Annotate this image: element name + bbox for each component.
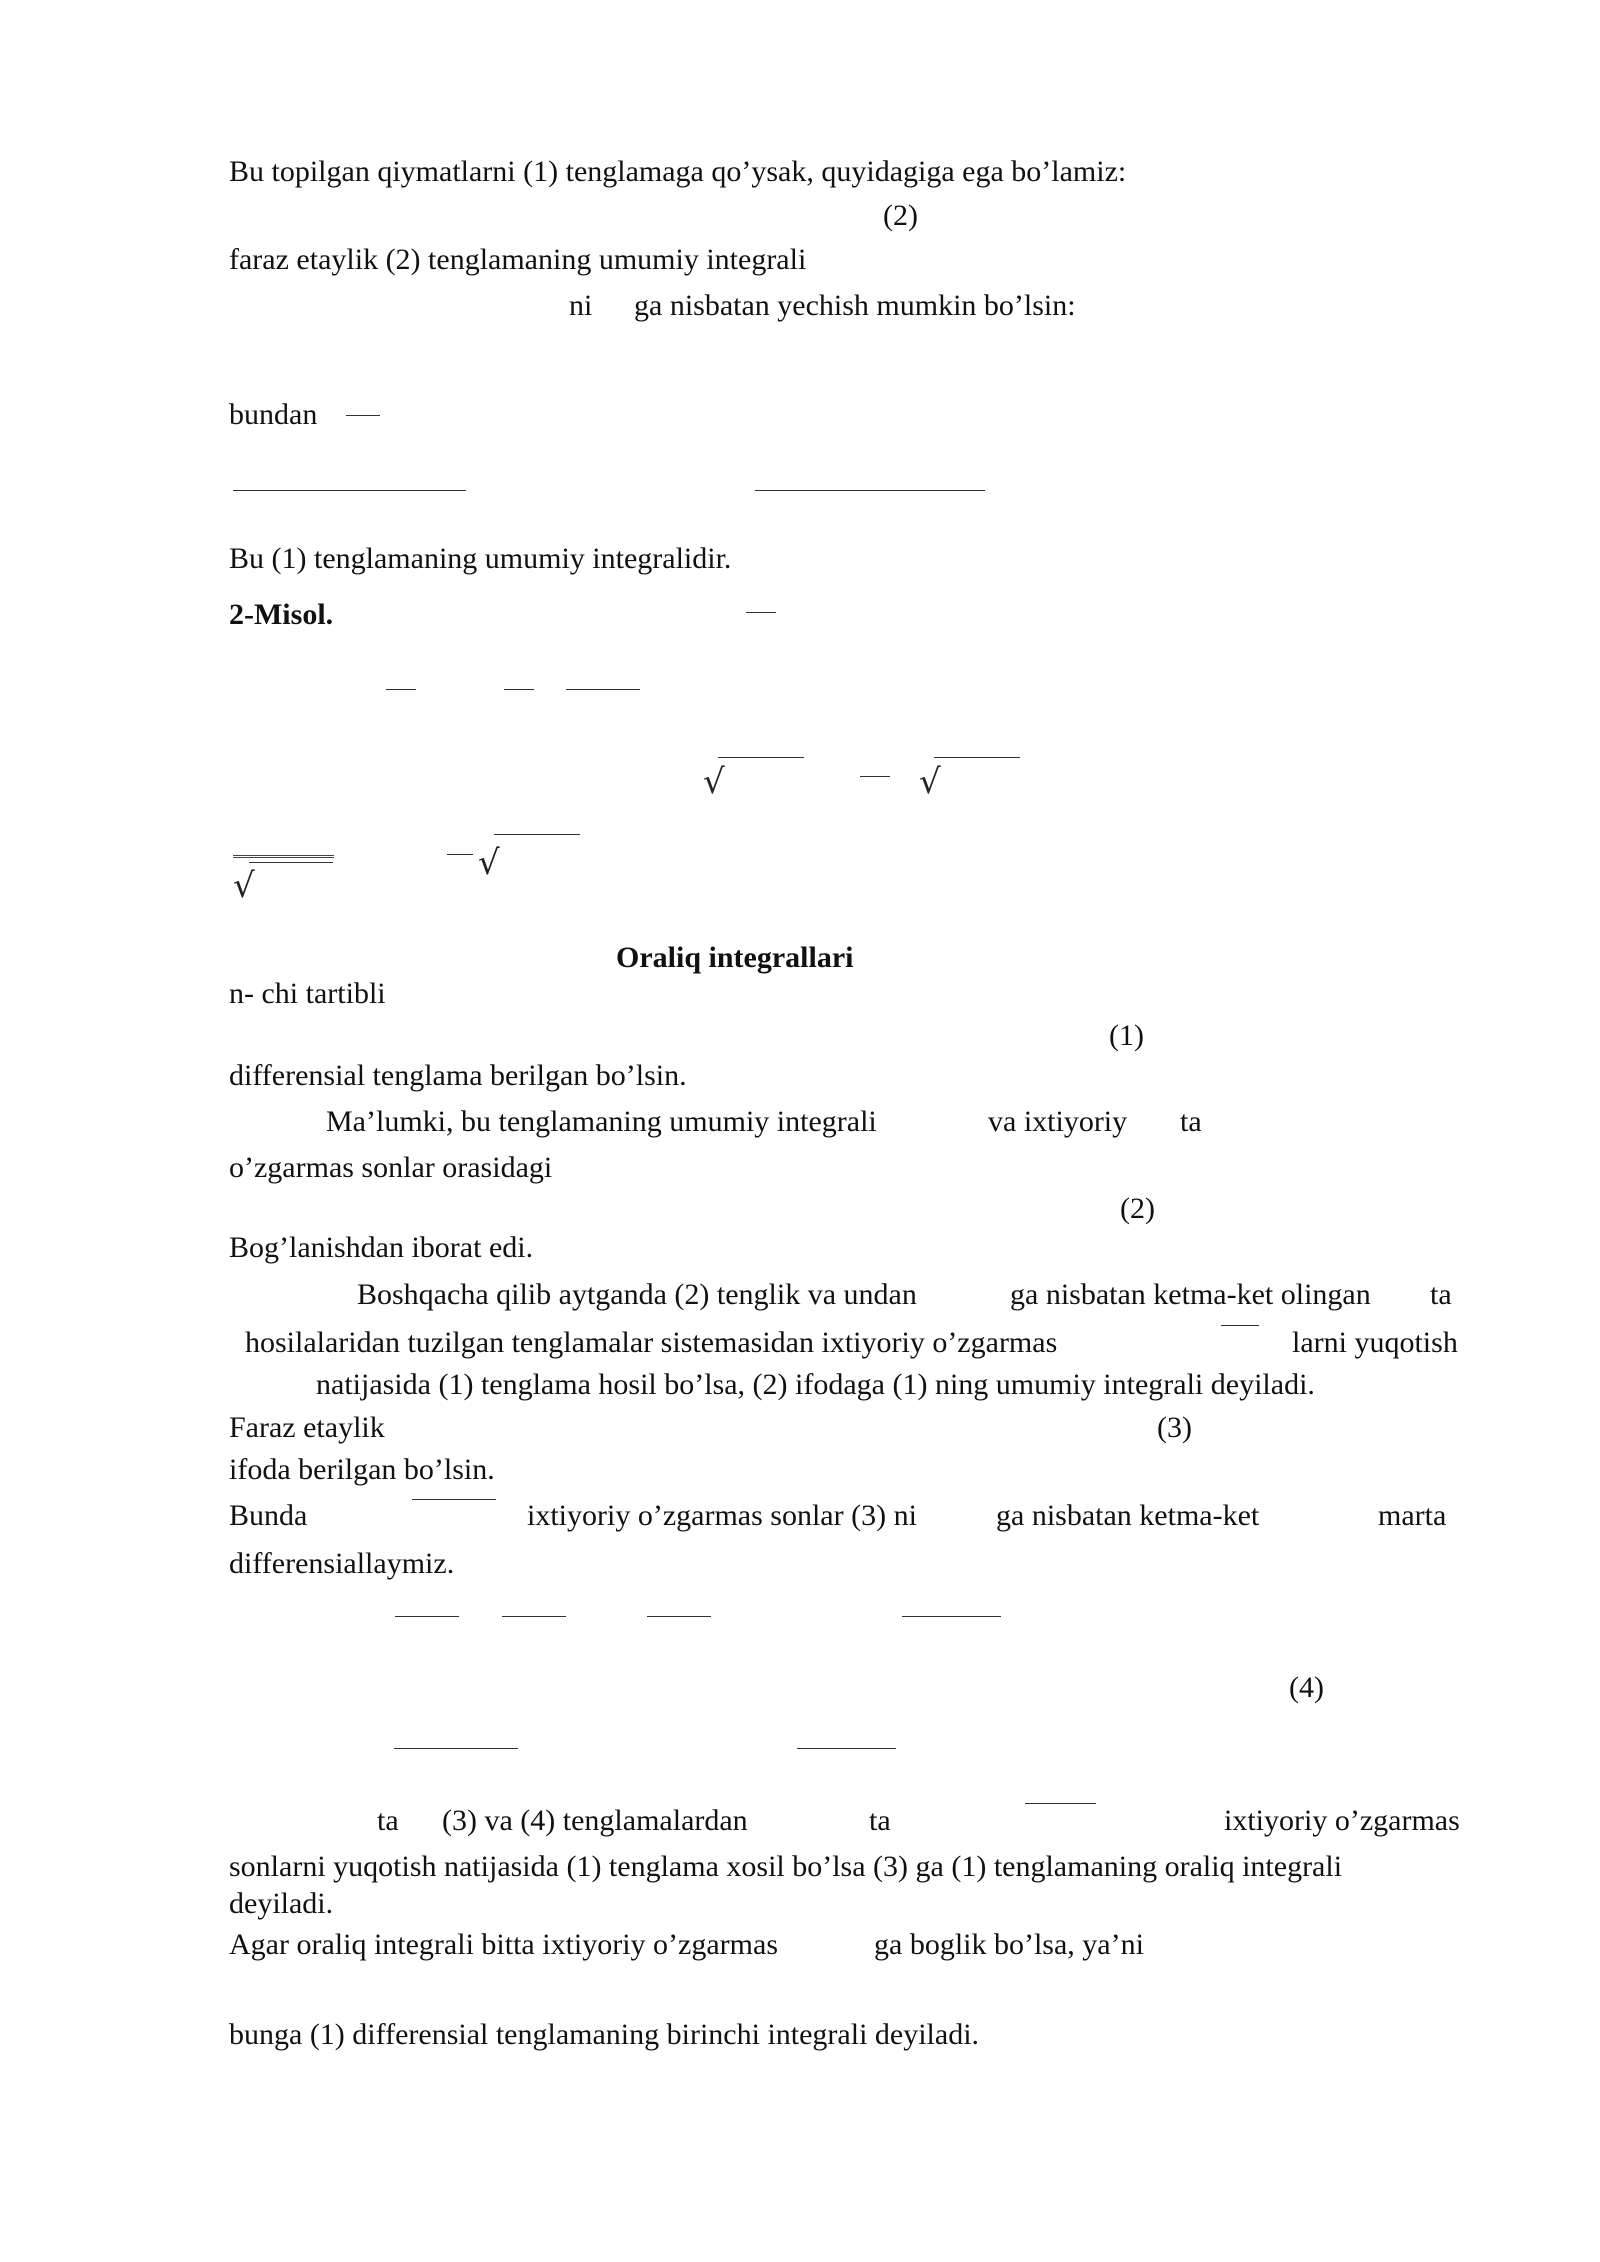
text-line: Bog’lanishdan iborat edi. bbox=[229, 1231, 534, 1264]
fraction-bar bbox=[1025, 1803, 1096, 1804]
text-line: deyiladi. bbox=[229, 1887, 334, 1920]
text-fragment: bundan bbox=[229, 398, 318, 431]
text-line: ifoda berilgan bo’lsin. bbox=[229, 1453, 495, 1486]
example-label: 2-Misol. bbox=[229, 598, 334, 631]
text-line: faraz etaylik (2) tenglamaning umumiy integrali bbox=[229, 243, 807, 276]
text-line: bunga (1) differensial tenglamaning birinchi integrali deyiladi. bbox=[229, 2018, 980, 2051]
text-fragment: ni bbox=[569, 289, 593, 322]
fraction-bar bbox=[860, 776, 890, 777]
text-fragment: marta bbox=[1378, 1499, 1447, 1532]
fraction-bar bbox=[502, 1616, 566, 1617]
radical-sign-icon: √ bbox=[703, 762, 725, 802]
equation-number: (1) bbox=[1109, 1019, 1144, 1052]
radical-sign-icon: √ bbox=[233, 866, 255, 906]
radical-sign-icon: √ bbox=[478, 843, 500, 883]
equation-number: (2) bbox=[1120, 1192, 1155, 1225]
text-line: n- chi tartibli bbox=[229, 977, 386, 1010]
text-fragment: ga boglik bo’lsa, ya’ni bbox=[874, 1928, 1144, 1961]
equation-number: (3) bbox=[1157, 1411, 1192, 1444]
fraction-bar bbox=[394, 1748, 518, 1749]
text-fragment: va ixtiyoriy bbox=[988, 1105, 1128, 1138]
text-fragment: ixtiyoriy o’zgarmas bbox=[1224, 1804, 1460, 1837]
text-fragment: ta bbox=[869, 1804, 891, 1837]
radical-sign-icon: √ bbox=[919, 762, 941, 802]
text-fragment: ixtiyoriy o’zgarmas sonlar (3) ni bbox=[527, 1499, 917, 1532]
fraction-bar bbox=[647, 1616, 711, 1617]
text-line: natijasida (1) tenglama hosil bo’lsa, (2) ifodaga (1) ning umumiy integrali deyiladi. bbox=[316, 1368, 1315, 1401]
text-line: Ma’lumki, bu tenglamaning umumiy integrali bbox=[326, 1105, 877, 1138]
radical-bar bbox=[494, 834, 580, 835]
fraction-bar bbox=[746, 612, 776, 613]
text-fragment: larni yuqotish bbox=[1292, 1326, 1458, 1359]
text-fragment: ga nisbatan ketma-ket bbox=[996, 1499, 1260, 1532]
fraction-bar bbox=[797, 1748, 896, 1749]
fraction-bar bbox=[902, 1616, 1001, 1617]
fraction-bar bbox=[447, 854, 473, 855]
radical-bar bbox=[718, 757, 804, 758]
text-fragment: ga nisbatan ketma-ket olingan bbox=[1010, 1278, 1371, 1311]
equation-number: (4) bbox=[1289, 1671, 1324, 1704]
radical-bar bbox=[934, 757, 1020, 758]
text-fragment: Agar oraliq integrali bitta ixtiyoriy o’zgarmas bbox=[229, 1928, 778, 1961]
text-fragment: (3) va (4) tenglamalardan bbox=[442, 1804, 748, 1837]
text-line: Bu (1) tenglamaning umumiy integralidir. bbox=[229, 542, 732, 575]
text-line: differensial tenglama berilgan bo’lsin. bbox=[229, 1059, 687, 1092]
fraction-bar bbox=[346, 415, 380, 416]
fraction-bar bbox=[233, 490, 466, 491]
section-heading: Oraliq integrallari bbox=[616, 941, 854, 974]
fraction-bar bbox=[504, 689, 534, 690]
text-line: differensiallaymiz. bbox=[229, 1547, 455, 1580]
fraction-bar bbox=[233, 855, 334, 858]
fraction-bar bbox=[1221, 1325, 1259, 1326]
radical-bar bbox=[249, 862, 333, 863]
fraction-bar bbox=[412, 1499, 496, 1500]
text-line: sonlarni yuqotish natijasida (1) tenglama xosil bo’lsa (3) ga (1) tenglamaning oraliq integrali bbox=[229, 1850, 1343, 1883]
text-fragment: Bunda bbox=[229, 1499, 308, 1532]
equation-number: (2) bbox=[883, 199, 918, 232]
fraction-bar bbox=[755, 490, 985, 491]
text-line: Boshqacha qilib aytganda (2) tenglik va undan bbox=[357, 1278, 917, 1311]
text-line: ga nisbatan yechish mumkin bo’lsin: bbox=[634, 289, 1076, 322]
text-fragment: ta bbox=[1180, 1105, 1202, 1138]
text-fragment: ta bbox=[1430, 1278, 1452, 1311]
fraction-bar bbox=[386, 689, 416, 690]
text-fragment: ta bbox=[377, 1804, 399, 1837]
text-line: Bu topilgan qiymatlarni (1) tenglamaga qo’ysak, quyidagiga ega bo’lamiz: bbox=[229, 155, 1127, 188]
text-line: hosilalaridan tuzilgan tenglamalar sistemasidan ixtiyoriy o’zgarmas bbox=[245, 1326, 1058, 1359]
text-line: o’zgarmas sonlar orasidagi bbox=[229, 1151, 553, 1184]
fraction-bar bbox=[566, 689, 640, 690]
fraction-bar bbox=[395, 1616, 459, 1617]
text-fragment: Faraz etaylik bbox=[229, 1411, 385, 1444]
